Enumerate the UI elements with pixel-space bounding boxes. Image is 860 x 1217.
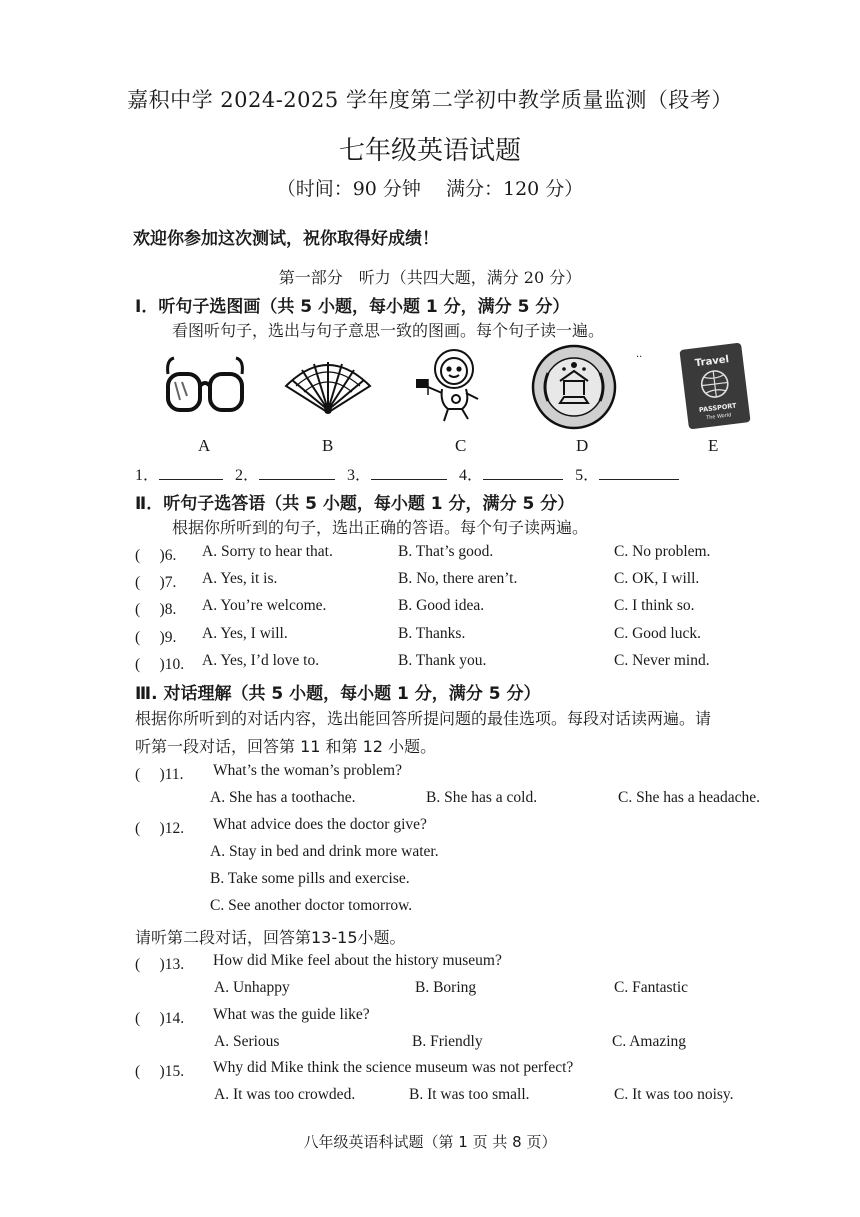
passport-picture xyxy=(676,340,754,432)
q15-number: ( )15. xyxy=(135,1063,185,1080)
blank-number-2: 2． xyxy=(235,467,260,484)
q6-option-c: C. No problem. xyxy=(614,543,711,560)
section1-heading: Ⅰ．听句子选图画（共 5 小题，每小题 1 分，满分 5 分） xyxy=(135,297,570,317)
blank-number-1: 1． xyxy=(135,467,160,484)
q9-number: ( )9. xyxy=(135,629,177,646)
q12-option-c: C. See another doctor tomorrow. xyxy=(210,897,413,914)
welcome-message: 欢迎你参加这次测试，祝你取得好成绩！ xyxy=(133,229,439,249)
answer-blank-2[interactable] xyxy=(259,465,335,480)
q12-number: ( )12. xyxy=(135,820,185,837)
blank-number-4: 4． xyxy=(459,467,484,484)
q14-option-a: A. Serious xyxy=(214,1033,280,1050)
q9-option-b: B. Thanks. xyxy=(398,625,466,642)
q15-question: Why did Mike think the science museum was not perfect? xyxy=(213,1059,574,1076)
exam-title: 嘉积中学 2024-2025 学年度第二学初中教学质量监测（段考） xyxy=(127,88,733,112)
section2-heading: Ⅱ．听句子选答语（共 5 小题，每小题 1 分，满分 5 分） xyxy=(135,494,575,514)
q8-number: ( )8. xyxy=(135,601,177,618)
q15-option-c: C. It was too noisy. xyxy=(614,1086,734,1103)
picture-label-b: B xyxy=(322,436,334,455)
answer-blank-1[interactable] xyxy=(159,465,223,480)
glasses-picture xyxy=(162,352,248,418)
subject-title: 七年级英语试题 xyxy=(338,136,521,166)
answer-blank-4[interactable] xyxy=(483,465,563,480)
part1-heading: 第一部分 听力（共四大题，满分 20 分） xyxy=(278,268,582,287)
q11-option-b: B. She has a cold. xyxy=(426,789,538,806)
blank-number-3: 3． xyxy=(347,467,372,484)
q6-number: ( )6. xyxy=(135,547,177,564)
q12-option-a: A. Stay in bed and drink more water. xyxy=(210,843,439,860)
picture-label-c: C xyxy=(455,436,467,455)
passport-label-text: PASSPORT xyxy=(698,401,737,415)
time-score-info: （时间：90 分钟 满分：120 分） xyxy=(276,178,584,200)
q14-number: ( )14. xyxy=(135,1010,185,1027)
q7-number: ( )7. xyxy=(135,574,177,591)
q10-number: ( )10. xyxy=(135,656,185,673)
q9-option-c: C. Good luck. xyxy=(614,625,701,642)
picture-label-d: D xyxy=(576,436,589,455)
answer-blanks-row xyxy=(135,462,679,485)
astronaut-picture xyxy=(410,345,490,427)
q8-option-a: A. You’re welcome. xyxy=(202,597,327,614)
q12-question: What advice does the doctor give? xyxy=(213,816,427,833)
q7-option-c: C. OK, I will. xyxy=(614,570,700,587)
q11-option-c: C. She has a headache. xyxy=(618,789,761,806)
q13-option-a: A. Unhappy xyxy=(214,979,290,996)
q13-question: How did Mike feel about the history museum? xyxy=(213,952,502,969)
q15-option-b: B. It was too small. xyxy=(409,1086,530,1103)
q9-option-a: A. Yes, I will. xyxy=(202,625,288,642)
q14-question: What was the guide like? xyxy=(213,1006,370,1023)
q8-option-c: C. I think so. xyxy=(614,597,695,614)
dots-mark: ·· xyxy=(636,352,643,363)
passport-travel-text: Travel xyxy=(694,354,730,370)
q7-option-a: A. Yes, it is. xyxy=(202,570,278,587)
q11-question: What’s the woman’s problem? xyxy=(213,762,402,779)
q6-option-a: A. Sorry to hear that. xyxy=(202,543,333,560)
q7-option-b: B. No, there aren’t. xyxy=(398,570,518,587)
emblem-picture xyxy=(530,343,618,431)
page-footer: 八年级英语科试题（第 1 页 共 8 页） xyxy=(303,1133,557,1151)
section3-instruction-line1: 根据你所听到的对话内容，选出能回答所提问题的最佳选项。每段对话读两遍。请 xyxy=(135,709,712,728)
q10-option-c: C. Never mind. xyxy=(614,652,710,669)
q12-option-b: B. Take some pills and exercise. xyxy=(210,870,410,887)
section1-instruction: 看图听句子，选出与句子意思一致的图画。每个句子读一遍。 xyxy=(172,321,605,340)
section3-instruction-line2: 听第一段对话，回答第 11 和第 12 小题。 xyxy=(135,737,437,756)
q13-option-b: B. Boring xyxy=(415,979,477,996)
q11-option-a: A. She has a toothache. xyxy=(210,789,356,806)
q11-number: ( )11. xyxy=(135,766,184,783)
q13-number: ( )13. xyxy=(135,956,185,973)
section3-heading: Ⅲ. 对话理解（共 5 小题，每小题 1 分，满分 5 分） xyxy=(135,684,541,704)
q10-option-b: B. Thank you. xyxy=(398,652,487,669)
q15-option-a: A. It was too crowded. xyxy=(214,1086,356,1103)
blank-number-5: 5． xyxy=(575,467,600,484)
picture-label-e: E xyxy=(708,436,719,455)
picture-label-a: A xyxy=(198,436,211,455)
q10-option-a: A. Yes, I’d love to. xyxy=(202,652,320,669)
q14-option-b: B. Friendly xyxy=(412,1033,483,1050)
q8-option-b: B. Good idea. xyxy=(398,597,485,614)
q6-option-b: B. That’s good. xyxy=(398,543,494,560)
q14-option-c: C. Amazing xyxy=(612,1033,687,1050)
section2-instruction: 根据你所听到的句子，选出正确的答语。每个句子读两遍。 xyxy=(172,518,589,537)
answer-blank-5[interactable] xyxy=(599,465,679,480)
q13-option-c: C. Fantastic xyxy=(614,979,689,996)
answer-blank-3[interactable] xyxy=(371,465,447,480)
passport-world-text: The World xyxy=(705,412,732,422)
fan-picture xyxy=(282,356,374,416)
dialogue2-instruction: 请听第二段对话，回答第13-15小题。 xyxy=(135,928,406,947)
